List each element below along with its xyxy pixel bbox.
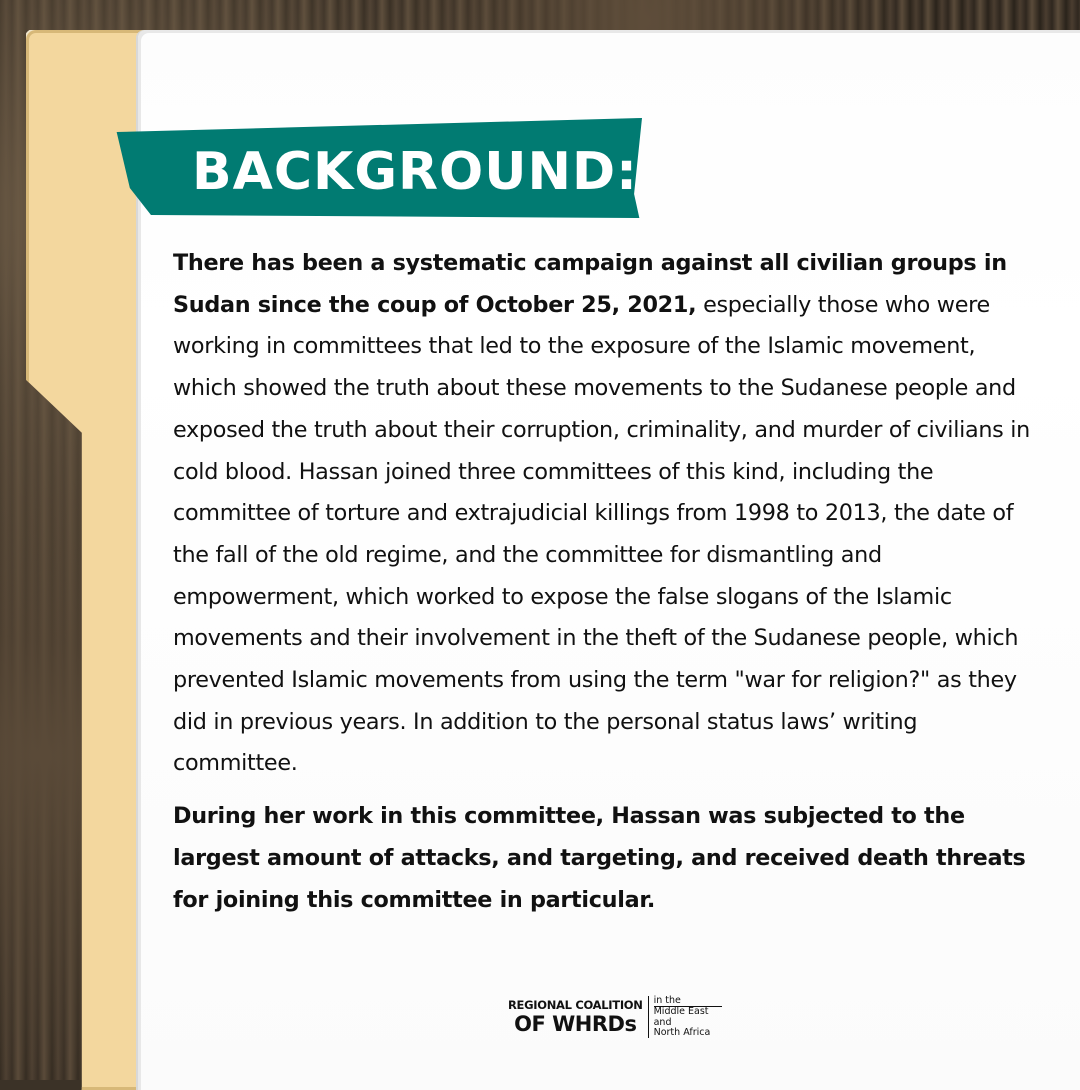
coalition-logo — [508, 994, 722, 1040]
logo-region-in-the: in the — [654, 996, 722, 1008]
logo-line-1: REGIONAL COALITION — [508, 998, 643, 1012]
logo-divider — [648, 996, 649, 1038]
paragraph-1-bold: There has been a systematic campaign against all civilian groups in Sudan since the coup of October 25, 2021, — [173, 250, 1007, 318]
page-title: BACKGROUND: — [192, 142, 638, 202]
logo-wordmark — [508, 994, 643, 1040]
logo-region-north-africa: North Africa — [653, 1027, 711, 1038]
logo-line-2: OF WHRDs — [514, 1012, 637, 1036]
paragraph-2-bold: During her work in this committee, Hassan was subjected to the largest amount of attacks, and targeting, and received death threats for joining this committee in particular. — [173, 803, 1026, 913]
logo-region — [654, 994, 722, 1040]
paragraph-1-regular: especially those who were working in committees that led to the exposure of the Islamic movement, which showed the truth about these movements to the Sudanese people and exposed the truth about their corruption, criminality, and murder of civilians in cold blood. Hassan joined three committees of this kind, including the committee of torture and extrajudicial killings from 1998 to 2013, the date of the fall of the old regime, and the committee for dismantling and empowerment, which worked to expose the false slogans of the Islamic movements and their involvement in the theft of the Sudanese people, which prevented Islamic movements from using the term "war for religion?" as they did in previous years. In addition to the personal status laws’ writing committee. — [173, 291, 1031, 777]
paragraph-1 — [173, 243, 1033, 785]
paragraph-2 — [173, 796, 1033, 921]
logo-region-middle-east: Middle East — [653, 1006, 709, 1017]
body-text — [173, 243, 1033, 921]
logo-region-and: and — [653, 1016, 672, 1028]
